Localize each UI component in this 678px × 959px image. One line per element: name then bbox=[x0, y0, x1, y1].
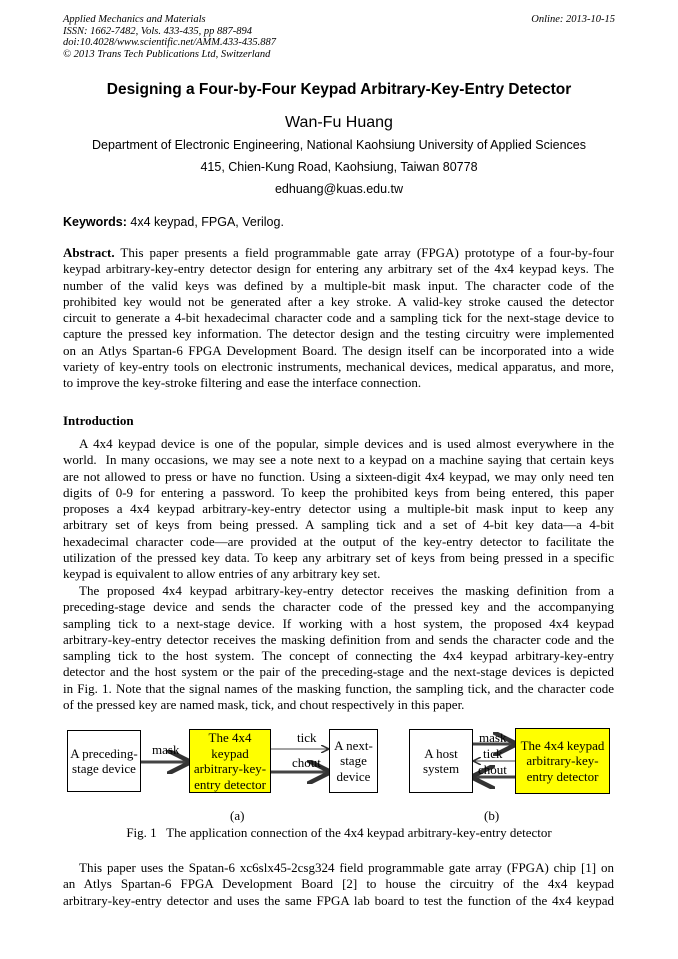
text-line bbox=[63, 326, 614, 342]
line-text: keypad is equivalent to allow entries of any arbitrary key set. bbox=[63, 566, 381, 582]
line-text: proposes a 4x4 keypad arbitrary-key-entry detector using a multiple-bit mask input to keep any bbox=[63, 501, 614, 517]
text-line bbox=[63, 245, 614, 261]
line-text: an Atlys Spartan-6 FPGA Development Board [2] to house the circuitry of the 4x4 keypad bbox=[63, 876, 614, 892]
line-text: of the pressed key are named mask, tick, and chout respectively in this paper. bbox=[63, 697, 465, 713]
issn: ISSN: 1662-7482, Vols. 433-435, pp 887-894 bbox=[63, 25, 252, 37]
line-text: sampling tick to the host system. The concept of connecting the 4x4 keypad arbitrary-key-entry bbox=[63, 648, 614, 664]
text-line bbox=[63, 261, 614, 277]
paper-title: Designing a Four-by-Four Keypad Arbitrary-Key-Entry Detector bbox=[106, 81, 572, 98]
tick-label-b: tick bbox=[483, 746, 503, 761]
address: 415, Chien-Kung Road, Kaohsiung, Taiwan 80778 bbox=[200, 160, 478, 174]
line-text: This paper uses the Spatan-6 xc6slx45-2csg324 field programmable gate array (FPGA) chip [1] on bbox=[79, 860, 614, 875]
line-text: detector and the host system or the pair of the preceding-stage and the next-stage devices is depicted bbox=[63, 664, 614, 680]
copyright: © 2013 Trans Tech Publications Ltd, Switzerland bbox=[63, 48, 271, 60]
line-text: A 4x4 keypad device is one of the popular, simple devices and is used almost everywhere in the bbox=[79, 436, 614, 451]
line-text: sampling tick to a next-stage device. If working with a host system, the proposed 4x4 keypad bbox=[63, 615, 614, 631]
section-heading: Introduction bbox=[63, 413, 134, 428]
intro-paragraph-1 bbox=[63, 436, 614, 583]
text-line bbox=[63, 485, 614, 501]
text-line bbox=[63, 278, 614, 294]
text-line bbox=[63, 534, 614, 550]
intro-paragraph-3 bbox=[63, 860, 614, 909]
text-line bbox=[63, 452, 614, 468]
preceding-device-box: A preceding-stage device bbox=[67, 730, 141, 792]
detector-box-a: The 4x4 keypad arbitrary-key-entry detector bbox=[189, 729, 271, 793]
line-text: utilization of the pressed key data. To keep any arbitrary set of keys from being pressed in a specific bbox=[63, 550, 614, 566]
line-text: to improve the key-stroke filtering and ease the interface connection. bbox=[63, 375, 422, 391]
line-text: variety of key-entry tools on electronic instruments, mechanical devices, medical apparatus, and more, bbox=[63, 359, 614, 375]
doi: doi:10.4028/www.scientific.net/AMM.433-435.887 bbox=[63, 37, 276, 48]
line-text: digits of 0-9 for entering a password. To keep the prohibited keys from being entered, this paper bbox=[63, 484, 614, 500]
mask-label-a: mask bbox=[152, 742, 180, 757]
subfigure-a-label: (a) bbox=[230, 808, 245, 823]
tick-label-a: tick bbox=[297, 730, 317, 745]
text-line bbox=[63, 359, 614, 375]
text-line bbox=[63, 632, 614, 648]
text-line bbox=[63, 876, 614, 892]
line-text: are not allowed to press or have no function. Using a sixteen-digit 4x4 keypad, we may only need ten bbox=[63, 468, 614, 484]
text-line bbox=[63, 860, 614, 876]
text-line bbox=[63, 648, 614, 664]
text-line bbox=[63, 517, 614, 533]
affiliation: Department of Electronic Engineering, National Kaohsiung University of Applied Sciences bbox=[91, 138, 587, 152]
text-line bbox=[63, 501, 614, 517]
abstract bbox=[63, 245, 614, 392]
chout-label-a: chout bbox=[292, 755, 321, 770]
text-line bbox=[63, 550, 614, 566]
next-device-box: A next-stage device bbox=[329, 729, 378, 793]
text-line bbox=[63, 294, 614, 310]
journal-name: Applied Mechanics and Materials bbox=[63, 14, 206, 25]
detector-box-b: The 4x4 keypad arbitrary-key-entry detector bbox=[515, 728, 610, 794]
text-line bbox=[63, 343, 614, 359]
mask-label-b: mask bbox=[479, 730, 507, 745]
text-line bbox=[63, 469, 614, 485]
line-text: hexadecimal character code—are provided at the output of the key-entry detector to facilitate the bbox=[63, 533, 614, 549]
line-text: world. In many occasions, we may see a note next to a keypad on a machine saying that certain keys bbox=[63, 452, 614, 468]
line-text: arbitrary-key-entry detector and uses the same FPGA lab board to test the function of the 4x4 keypad bbox=[63, 892, 614, 908]
line-text: prohibited key would not be generated after a key stroke. A valid-key stroke caused the detector bbox=[63, 293, 614, 309]
author: Wan-Fu Huang bbox=[285, 114, 393, 131]
keywords bbox=[63, 214, 614, 230]
text-line bbox=[63, 599, 614, 615]
line-text: This paper presents a field programmable gate array (FPGA) prototype of a four-by-four bbox=[114, 245, 614, 260]
journal-header bbox=[63, 14, 276, 60]
figure-caption: Fig. 1 The application connection of the 4x4 keypad arbitrary-key-entry detector bbox=[126, 825, 552, 840]
figure-1 bbox=[0, 722, 678, 832]
text-line bbox=[63, 616, 614, 632]
line-text: preceding-stage device and sends the character code of the pressed key and the accompanying bbox=[63, 599, 614, 615]
line-text: number of the valid keys was defined by a multiple-bit mask input. The character code of the bbox=[63, 277, 614, 293]
text-line bbox=[63, 583, 614, 599]
text-line bbox=[63, 566, 614, 582]
line-text: arbitrary set of keys from being pressed. A sampling tick and a set of 4-bit key data—a 4-bit bbox=[63, 517, 614, 533]
text-line bbox=[63, 681, 614, 697]
text-line bbox=[63, 310, 614, 326]
text-line bbox=[63, 375, 614, 391]
line-text: in Fig. 1. Note that the signal names of the masking function, the sampling tick, and the character code bbox=[63, 680, 614, 696]
keywords-label: Keywords: bbox=[63, 215, 127, 229]
text-line bbox=[63, 893, 614, 909]
line-text: capture the pressed key information. The detector design and the testing circuitry were implemented bbox=[63, 326, 614, 342]
line-text: keypad arbitrary-key-entry detector design for entering any arbitrary set of the 4x4 keypad keys. The bbox=[63, 261, 614, 277]
line-text: circuit to generate a 4-bit hexadecimal character code and a sampling tick for the next-stage device to bbox=[63, 310, 614, 326]
abstract-label: Abstract. bbox=[63, 245, 115, 260]
line-text: arbitrary-key-entry detector receives the masking definition from and sends the character code and the bbox=[63, 631, 614, 647]
text-line bbox=[63, 697, 614, 713]
subfigure-b-label: (b) bbox=[484, 808, 500, 823]
email: edhuang@kuas.edu.tw bbox=[274, 182, 404, 196]
line-text: on an Atlys Spartan-6 FPGA Development Board. The design itself can be incorporated into a wide bbox=[63, 342, 614, 358]
line-text: The proposed 4x4 keypad arbitrary-key-entry detector receives the masking definition from a bbox=[79, 583, 614, 598]
chout-label-b: chout bbox=[478, 762, 507, 777]
intro-paragraph-2 bbox=[63, 583, 614, 713]
text-line bbox=[63, 436, 614, 452]
host-system-box: A host system bbox=[409, 729, 473, 793]
text-line bbox=[63, 664, 614, 680]
keywords-text: 4x4 keypad, FPGA, Verilog. bbox=[126, 215, 284, 229]
online-date: Online: 2013-10-15 bbox=[531, 14, 615, 25]
